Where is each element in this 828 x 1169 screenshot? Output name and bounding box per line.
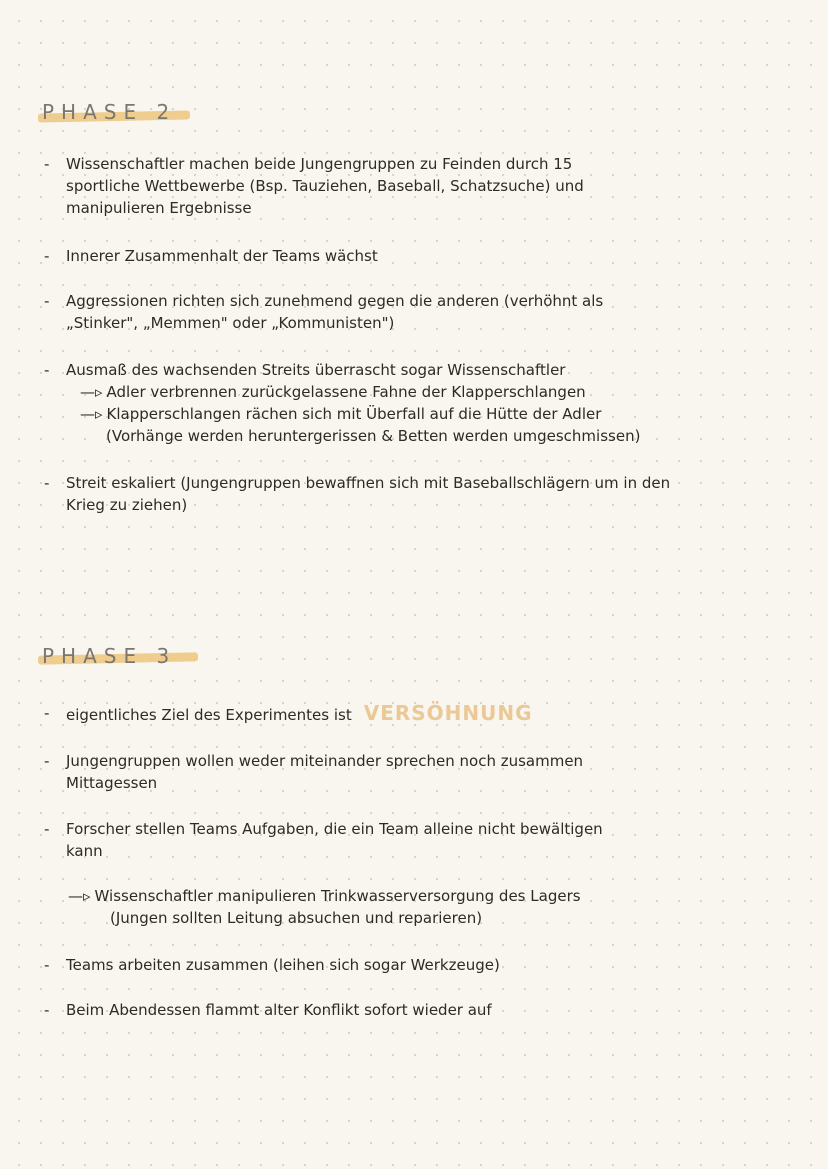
item-line: eigentliches Ziel des Experimentes ist: [66, 706, 352, 724]
item-line: kann: [66, 842, 103, 860]
phase-2-item-5: [44, 472, 784, 516]
phase-2-item-2: [44, 245, 784, 267]
bullet-dash: -: [44, 247, 50, 265]
item-line: „Stinker", „Memmen" oder „Kommunisten"): [66, 314, 395, 332]
phase-2-item-4: [44, 359, 784, 447]
bullet-dash: -: [44, 752, 50, 770]
arrow-icon: —▹: [80, 405, 103, 423]
item-line: Wissenschaftler machen beide Jungengruppen zu Feinden durch 15: [66, 155, 573, 173]
sub-item-note: (Jungen sollten Leitung absuchen und reparieren): [110, 909, 483, 927]
bullet-dash: -: [44, 820, 50, 838]
sub-item-text: Adler verbrennen zurückgelassene Fahne der Klapperschlangen: [106, 383, 586, 401]
item-line: manipulieren Ergebnisse: [66, 199, 252, 217]
item-line: sportliche Wettbewerbe (Bsp. Tauziehen, Baseball, Schatzsuche) und: [66, 177, 584, 195]
item-line: Mittagessen: [66, 774, 158, 792]
item-line: Streit eskaliert (Jungengruppen bewaffnen sich mit Baseballschlägern um in den: [66, 474, 671, 492]
phase-3-item-2: [44, 750, 784, 794]
item-line: Beim Abendessen flammt alter Konflikt sofort wieder auf: [66, 1001, 492, 1019]
phase-3-item-5: [44, 999, 784, 1021]
phase-3-item-3: [44, 818, 784, 862]
bullet-dash: -: [44, 1001, 50, 1019]
phase-2-heading: [42, 100, 176, 124]
arrow-icon: —▹: [68, 887, 91, 905]
phase-2-heading-text: PHASE 2: [42, 100, 177, 124]
sub-item: [66, 403, 784, 425]
phase-3-item-4: [44, 954, 784, 976]
bullet-dash: -: [44, 474, 50, 492]
bullet-dash: -: [44, 155, 50, 173]
sub-item-note: (Vorhänge werden heruntergerissen & Betten werden umgeschmissen): [106, 427, 641, 445]
phase-3-heading: [42, 644, 176, 668]
phase-3-heading-text: PHASE 3: [42, 644, 177, 668]
phase-2-item-1: [44, 153, 784, 219]
bullet-dash: -: [44, 292, 50, 310]
item-line: Jungengruppen wollen weder miteinander sprechen noch zusammen: [66, 752, 584, 770]
bullet-dash: -: [44, 704, 50, 722]
item-line: Forscher stellen Teams Aufgaben, die ein Team alleine nicht bewältigen: [66, 820, 603, 838]
phase-3-item-1: [44, 702, 784, 726]
arrow-icon: —▹: [80, 383, 103, 401]
sub-item-text: Klapperschlangen rächen sich mit Überfall auf die Hütte der Adler: [106, 405, 602, 423]
bullet-dash: -: [44, 361, 50, 379]
keyword-highlight: VERSÖHNUNG: [363, 701, 533, 725]
bullet-dash: -: [44, 956, 50, 974]
item-line: Innerer Zusammenhalt der Teams wächst: [66, 247, 378, 265]
item-line: Aggressionen richten sich zunehmend gegen die anderen (verhöhnt als: [66, 292, 604, 310]
sub-item: [66, 381, 784, 403]
sub-item-text: Wissenschaftler manipulieren Trinkwasserversorgung des Lagers: [94, 887, 581, 905]
phase-3-sub-item: [68, 885, 768, 929]
item-line: Krieg zu ziehen): [66, 496, 188, 514]
item-line: Teams arbeiten zusammen (leihen sich sogar Werkzeuge): [66, 956, 500, 974]
item-line: Ausmaß des wachsenden Streits überrascht sogar Wissenschaftler: [66, 361, 566, 379]
phase-2-item-3: [44, 290, 784, 334]
